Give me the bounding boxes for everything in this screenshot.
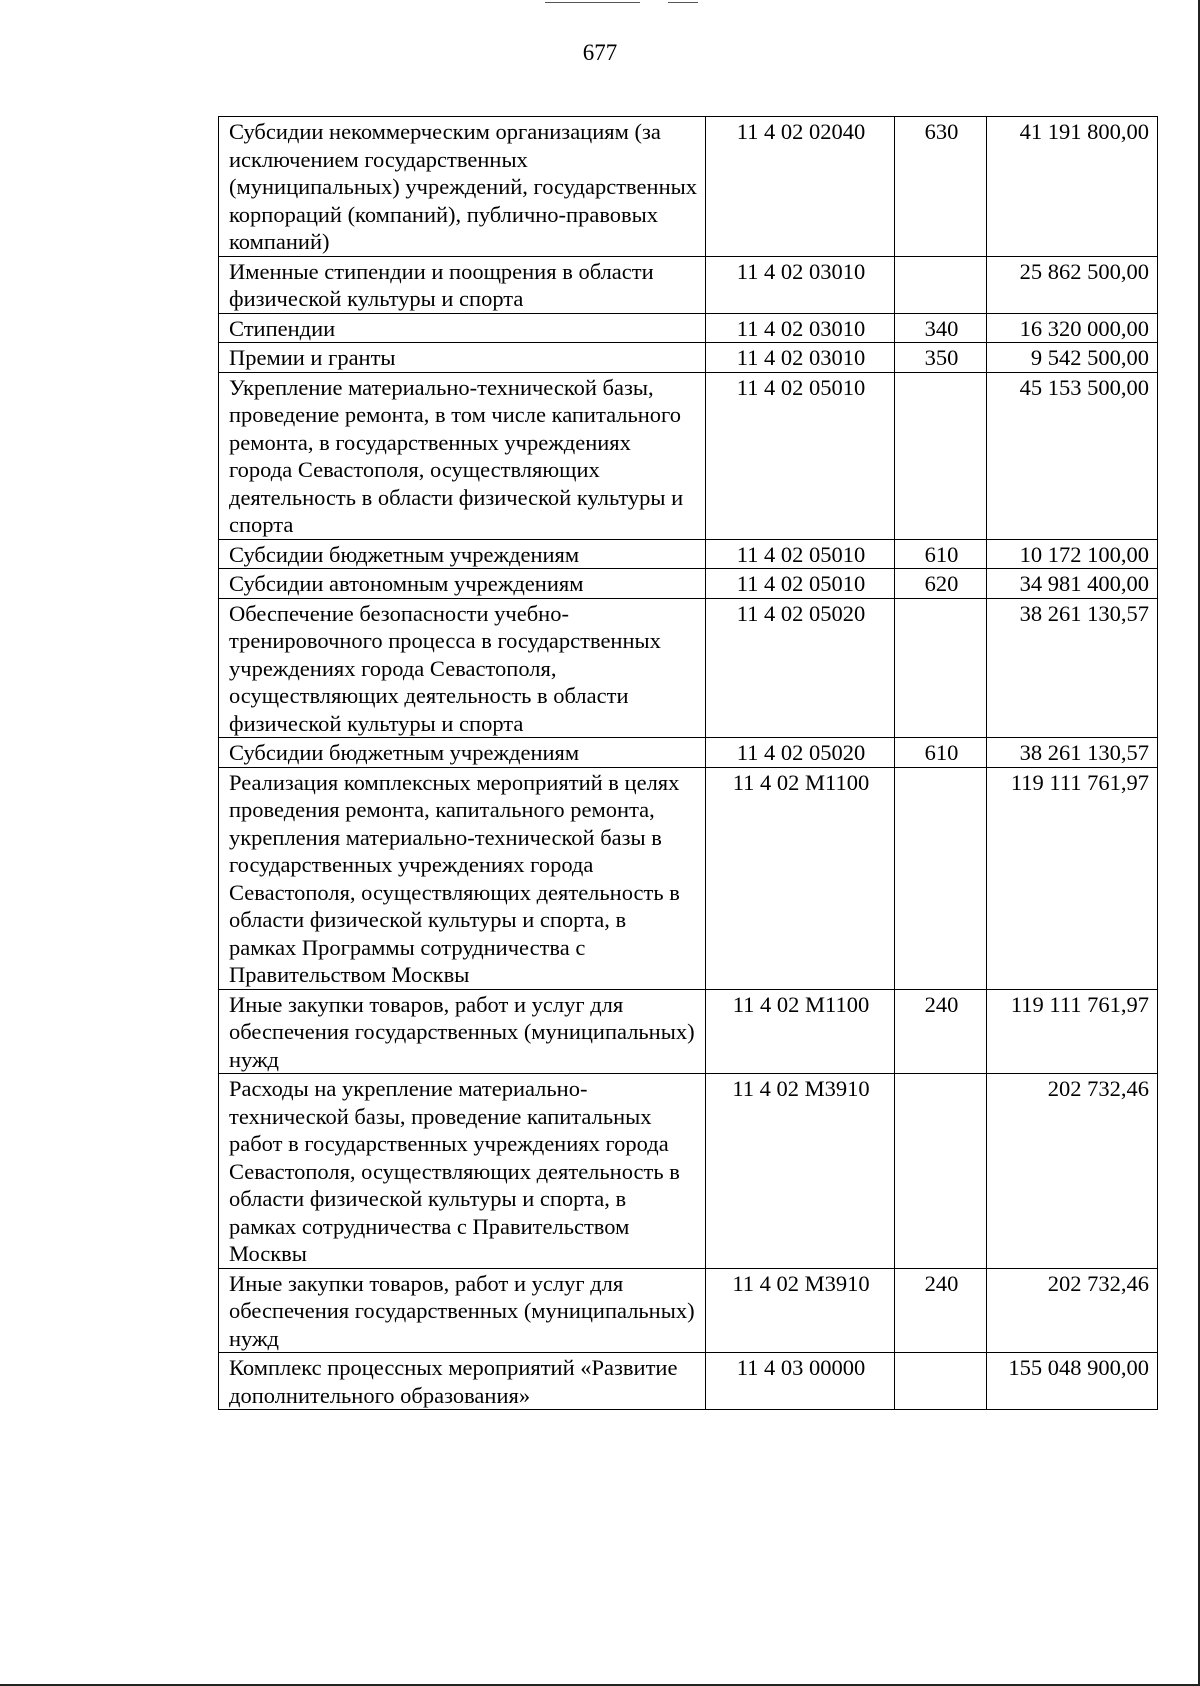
table-row — [219, 738, 1158, 768]
budget-table — [218, 116, 1158, 1410]
row-name-cell: Стипендии — [219, 313, 706, 343]
table-row — [219, 539, 1158, 569]
row-name-cell: Иные закупки товаров, работ и услуг для обеспечения государственных (муниципальных) нужд — [219, 1268, 706, 1353]
row-name-cell: Субсидии бюджетным учреждениям — [219, 539, 706, 569]
row-amount-cell: 202 732,46 — [987, 1268, 1158, 1353]
row-name-cell: Обеспечение безопасности учебно-тренировочного процесса в государственных учреждениях города Севастополя, осуществляющих деятельность в области физической культуры и спорта — [219, 598, 706, 738]
row-expense-type-cell: 630 — [895, 117, 987, 257]
table-row — [219, 767, 1158, 989]
table-row — [219, 598, 1158, 738]
table-row — [219, 313, 1158, 343]
row-code-cell: 11 4 03 00000 — [706, 1353, 895, 1410]
row-expense-type-cell — [895, 372, 987, 539]
row-code-cell: 11 4 02 03010 — [706, 313, 895, 343]
row-amount-cell: 16 320 000,00 — [987, 313, 1158, 343]
row-expense-type-cell: 610 — [895, 539, 987, 569]
row-name-cell: Субсидии некоммерческим организациям (за исключением государственных (муниципальных) учреждений, государственных корпораций (компаний), публично-правовых компаний) — [219, 117, 706, 257]
table-row — [219, 1268, 1158, 1353]
row-expense-type-cell — [895, 1353, 987, 1410]
row-name-cell: Реализация комплексных мероприятий в целях проведения ремонта, капитального ремонта, укрепления материально-технической базы в государственных учреждениях города Севастополя, осуществляющих деятельность в области физической культуры и спорта, в рамках Программы сотрудничества с Правительством Москвы — [219, 767, 706, 989]
row-code-cell: 11 4 02 М1100 — [706, 989, 895, 1074]
row-amount-cell: 34 981 400,00 — [987, 569, 1158, 599]
table-row — [219, 1074, 1158, 1269]
row-expense-type-cell: 340 — [895, 313, 987, 343]
row-amount-cell: 202 732,46 — [987, 1074, 1158, 1269]
row-code-cell: 11 4 02 М3910 — [706, 1268, 895, 1353]
row-amount-cell: 41 191 800,00 — [987, 117, 1158, 257]
table-row — [219, 1353, 1158, 1410]
row-name-cell: Расходы на укрепление материально-технической базы, проведение капитальных работ в государственных учреждениях города Севастополя, осуществляющих деятельность в области физической культуры и спорта, в рамках сотрудничества с Правительством Москвы — [219, 1074, 706, 1269]
row-code-cell: 11 4 02 М3910 — [706, 1074, 895, 1269]
row-amount-cell: 155 048 900,00 — [987, 1353, 1158, 1410]
row-expense-type-cell: 620 — [895, 569, 987, 599]
table-row — [219, 343, 1158, 373]
table-row — [219, 989, 1158, 1074]
row-amount-cell: 45 153 500,00 — [987, 372, 1158, 539]
row-name-cell: Укрепление материально-технической базы, проведение ремонта, в том числе капитального ремонта, в государственных учреждениях города Севастополя, осуществляющих деятельность в области физической культуры и спорта — [219, 372, 706, 539]
row-code-cell: 11 4 02 05010 — [706, 539, 895, 569]
row-code-cell: 11 4 02 М1100 — [706, 767, 895, 989]
row-expense-type-cell: 610 — [895, 738, 987, 768]
row-code-cell: 11 4 02 03010 — [706, 343, 895, 373]
row-amount-cell: 10 172 100,00 — [987, 539, 1158, 569]
row-name-cell: Иные закупки товаров, работ и услуг для обеспечения государственных (муниципальных) нужд — [219, 989, 706, 1074]
row-amount-cell: 38 261 130,57 — [987, 738, 1158, 768]
scan-artifact-line — [668, 2, 698, 3]
row-name-cell: Комплекс процессных мероприятий «Развитие дополнительного образования» — [219, 1353, 706, 1410]
row-amount-cell: 9 542 500,00 — [987, 343, 1158, 373]
row-name-cell: Субсидии автономным учреждениям — [219, 569, 706, 599]
row-expense-type-cell: 240 — [895, 1268, 987, 1353]
row-amount-cell: 38 261 130,57 — [987, 598, 1158, 738]
row-amount-cell: 25 862 500,00 — [987, 256, 1158, 313]
table-row — [219, 372, 1158, 539]
row-name-cell: Премии и гранты — [219, 343, 706, 373]
row-name-cell: Именные стипендии и поощрения в области физической культуры и спорта — [219, 256, 706, 313]
row-code-cell: 11 4 02 05010 — [706, 569, 895, 599]
table-row — [219, 256, 1158, 313]
row-name-cell: Субсидии бюджетным учреждениям — [219, 738, 706, 768]
table-body — [219, 117, 1158, 1410]
row-expense-type-cell: 350 — [895, 343, 987, 373]
scan-artifact-line — [545, 2, 640, 3]
row-code-cell: 11 4 02 05010 — [706, 372, 895, 539]
table-row — [219, 569, 1158, 599]
row-expense-type-cell — [895, 767, 987, 989]
row-code-cell: 11 4 02 05020 — [706, 738, 895, 768]
row-code-cell: 11 4 02 02040 — [706, 117, 895, 257]
row-expense-type-cell — [895, 598, 987, 738]
row-expense-type-cell — [895, 1074, 987, 1269]
row-amount-cell: 119 111 761,97 — [987, 989, 1158, 1074]
row-code-cell: 11 4 02 03010 — [706, 256, 895, 313]
row-expense-type-cell: 240 — [895, 989, 987, 1074]
page-number: 677 — [582, 40, 618, 65]
row-amount-cell: 119 111 761,97 — [987, 767, 1158, 989]
table-row — [219, 117, 1158, 257]
row-code-cell: 11 4 02 05020 — [706, 598, 895, 738]
row-expense-type-cell — [895, 256, 987, 313]
